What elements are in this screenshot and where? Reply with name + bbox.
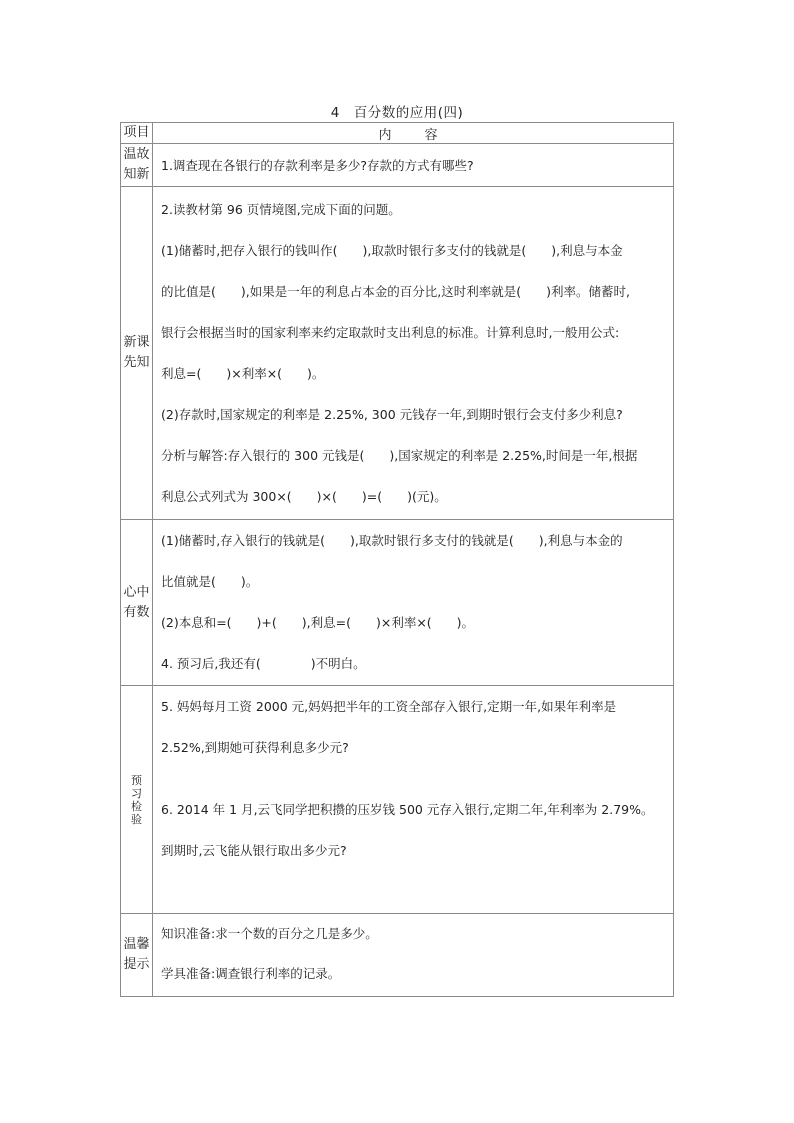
- header-content: 内 容: [153, 123, 674, 144]
- label-part: 有数: [123, 604, 150, 620]
- section-label-tips: [121, 914, 153, 997]
- section-content-tips: [153, 914, 674, 997]
- label-part: 心中: [123, 584, 150, 600]
- section-preview-test-row: [121, 686, 674, 914]
- table-header-row: [121, 123, 674, 144]
- content-line: 6. 2014 年 1 月,云飞同学把积攒的压岁钱 500 元存入银行,定期二年,年利率为 2.79%。: [161, 802, 654, 817]
- content-line: 银行会根据当时的国家利率来约定取款时支出利息的标准。计算利息时,一般用公式:: [161, 325, 620, 340]
- page-title: 4 百分数的应用(四): [330, 105, 464, 121]
- label-part: 预: [131, 773, 142, 787]
- section-label-review: [121, 144, 153, 187]
- preview-worksheet-table: [120, 122, 674, 997]
- section-new-lesson-row: [121, 187, 674, 520]
- section-review-row: [121, 144, 674, 187]
- content-line: 分析与解答:存入银行的 300 元钱是( ),国家规定的利率是 2.25%,时间是一年,根据: [161, 448, 638, 463]
- label-part: 温故: [123, 147, 150, 162]
- section-content-self-check: [153, 520, 674, 686]
- content-line: 1.调查现在各银行的存款利率是多少?存款的方式有哪些?: [161, 157, 474, 173]
- section-self-check-row: [121, 520, 674, 686]
- content-line: 5. 妈妈每月工资 2000 元,妈妈把半年的工资全部存入银行,定期一年,如果年利率是: [161, 699, 617, 714]
- label-part: 先知: [123, 355, 150, 370]
- section-label-self-check: [121, 520, 153, 686]
- content-line: 到期时,云飞能从银行取出多少元?: [161, 843, 347, 858]
- content-line: (2)本息和=( )+( ),利息=( )×利率×( )。: [161, 615, 475, 630]
- header-item: 项目: [121, 123, 153, 144]
- section-tips-row: [121, 914, 674, 997]
- label-part: 温馨: [123, 937, 150, 952]
- content-line: 2.52%,到期她可获得利息多少元?: [161, 740, 349, 755]
- content-line: 利息=( )×利率×( )。: [161, 366, 325, 381]
- label-part: 提示: [123, 957, 150, 972]
- label-part: 验: [131, 812, 142, 826]
- label-part: 习: [131, 786, 142, 800]
- content-line: (1)储蓄时,存入银行的钱就是( ),取款时银行多支付的钱就是( ),利息与本金的: [161, 533, 623, 548]
- label-part: 知新: [123, 167, 150, 182]
- content-line: 4. 预习后,我还有( )不明白。: [161, 656, 366, 671]
- content-line: 利息公式列式为 300×( )×( )=( )(元)。: [161, 489, 447, 504]
- section-content-new-lesson: [153, 187, 674, 520]
- section-content-review: [153, 144, 674, 187]
- content-line: (1)储蓄时,把存入银行的钱叫作( ),取款时银行多支付的钱就是( ),利息与本金: [161, 243, 623, 258]
- label-part: 新课: [123, 335, 150, 350]
- content-line: 2.读教材第 96 页情境图,完成下面的问题。: [161, 202, 401, 217]
- content-line: 比值就是( )。: [161, 574, 259, 589]
- section-label-new-lesson: [121, 187, 153, 520]
- section-label-preview-test: [121, 686, 153, 914]
- label-part: 检: [131, 799, 142, 813]
- section-content-preview-test: [153, 686, 674, 914]
- content-line: 学具准备:调查银行利率的记录。: [161, 966, 341, 981]
- content-line: 的比值是( ),如果是一年的利息占本金的百分比,这时利率就是( )利率。储蓄时,: [161, 284, 630, 299]
- content-line: (2)存款时,国家规定的利率是 2.25%, 300 元钱存一年,到期时银行会支付多少利息?: [161, 407, 623, 422]
- content-line: 知识准备:求一个数的百分之几是多少。: [161, 926, 378, 941]
